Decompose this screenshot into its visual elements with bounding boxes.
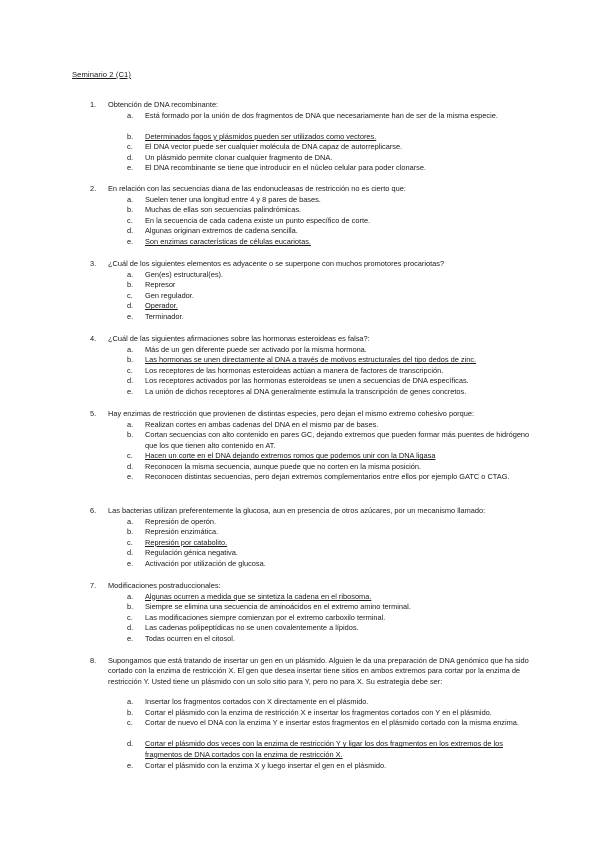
option-letter: e.: [127, 760, 134, 770]
option-letter: d.: [127, 623, 134, 633]
option-letter: e.: [127, 386, 134, 396]
option-c: [0, 216, 600, 227]
option-letter: e.: [127, 472, 134, 482]
question-text: ¿Cuál de las siguientes afirmaciones sobre las hormonas esteroideas es falsa?:: [108, 334, 370, 343]
option-text-correct: Cortar el plásmido dos veces con la enzima de restricción Y y ligar los dos fragmentos en los extremos de los fragmentos de DNA cortados con la enzima de restricción X.: [145, 739, 503, 759]
option-text: Siempre se elimina una secuencia de aminoácidos en el extremo amino terminal.: [145, 602, 411, 612]
option-letter: c.: [127, 612, 133, 622]
options-list-1: [0, 111, 600, 175]
option-b: [0, 132, 600, 143]
option-a: [0, 111, 600, 132]
option-text: Activación por utilización de glucosa.: [145, 558, 266, 568]
option-letter: b.: [127, 205, 134, 215]
question-text: Las bacterias utilizan preferentemente la glucosa, aun en presencia de otros azúcares, por un mecanismo llamado:: [108, 506, 486, 515]
option-text: Represión enzimática.: [145, 527, 219, 537]
option-d: [0, 548, 600, 559]
option-text: Represión de operón.: [145, 516, 217, 526]
option-text: Los receptores activados por las hormonas esteroideas se unen a secuencias de DNA específicas.: [145, 376, 469, 386]
option-c: [0, 291, 600, 302]
option-text-correct: Operador.: [145, 301, 178, 311]
question-number: 3.: [90, 259, 97, 268]
option-text: Reconocen la misma secuencia, aunque puede que no corten en la misma posición.: [145, 461, 422, 471]
option-text-correct: Las hormonas se unen directamente al DNA a través de motivos estructurales del tipo dedos de zinc.: [145, 355, 477, 365]
option-text: Muchas de ellas son secuencias palindrómicas.: [145, 205, 302, 215]
option-c: [0, 538, 600, 549]
option-letter: d.: [127, 461, 134, 471]
option-b: [0, 280, 600, 291]
question-number: 8.: [90, 656, 97, 665]
question-text: ¿Cuál de los siguientes elementos es adyacente o se superpone con muchos promotores procariotas?: [108, 259, 445, 268]
option-d: [0, 462, 600, 473]
option-text: Cortar el plásmido con la enzima de restricción X e insertar los fragmentos cortados con Y en el plásmido.: [145, 707, 492, 717]
options-list-2: [0, 195, 600, 248]
option-letter: c.: [127, 290, 133, 300]
option-letter: c.: [127, 215, 133, 225]
option-letter: a.: [127, 697, 134, 706]
option-text: Represor: [145, 280, 176, 290]
option-c: [0, 142, 600, 153]
option-b: [0, 430, 600, 451]
option-text: Insertar los fragmentos cortados con X directamente en el plásmido.: [145, 697, 369, 706]
options-list-3: [0, 270, 600, 323]
option-text: Cortan secuencias con alto contenido en pares GC, dejando extremos que pueden formar más puentes de hidrógeno que los que tienen alto contenido en AT.: [145, 430, 530, 450]
option-text-correct: Represión por catabolito.: [145, 537, 228, 547]
option-text: Los receptores de las hormonas esteroideas actúan a manera de factores de transcripción.: [145, 365, 444, 375]
option-letter: e.: [127, 633, 134, 643]
option-letter: a.: [127, 194, 134, 204]
options-list-8: [0, 697, 600, 771]
option-b: [0, 355, 600, 366]
option-text: Las modificaciones siempre comienzan por el extremo carboxilo terminal.: [145, 612, 386, 622]
option-letter: b.: [127, 707, 134, 717]
option-e: [0, 634, 600, 645]
option-d: [0, 623, 600, 634]
option-letter: c.: [127, 451, 133, 461]
option-a: [0, 345, 600, 356]
option-text: Regulación génica negativa.: [145, 548, 238, 558]
option-text: Reconocen distintas secuencias, pero dejan extremos complementarios entre ellos por ejemplo GATC o CTAG.: [145, 472, 510, 482]
option-text: Un plásmido permite clonar cualquier fragmento de DNA.: [145, 152, 333, 162]
option-a: [0, 270, 600, 281]
option-letter: a.: [127, 591, 134, 601]
option-letter: b.: [127, 527, 134, 537]
option-letter: b.: [127, 602, 134, 612]
question-number: 1.: [90, 100, 97, 109]
option-c: [0, 366, 600, 377]
page-title: Seminario 2 (C1): [72, 70, 131, 79]
option-letter: e.: [127, 163, 134, 173]
option-text: Todas ocurren en el citosol.: [145, 633, 235, 643]
option-letter: a.: [127, 110, 134, 120]
option-a: [0, 420, 600, 431]
option-letter: e.: [127, 558, 134, 568]
option-a: [0, 697, 600, 708]
option-text: Terminador.: [145, 311, 184, 321]
option-letter: d.: [127, 376, 134, 386]
option-text: Está formado por la unión de dos fragmentos de DNA que necesariamente han de ser de la misma especie.: [145, 110, 498, 120]
option-letter: a.: [127, 344, 134, 354]
option-e: [0, 761, 600, 772]
option-letter: b.: [127, 280, 134, 290]
option-b: [0, 527, 600, 538]
option-a: [0, 592, 600, 603]
option-e: [0, 472, 600, 493]
option-text: Gen regulador.: [145, 290, 194, 300]
option-letter: c.: [127, 537, 133, 547]
option-b: [0, 708, 600, 719]
question-text: Obtención de DNA recombinante:: [108, 100, 219, 109]
option-letter: a.: [127, 419, 134, 429]
option-text: Algunas originan extremos de cadena sencilla.: [145, 226, 298, 236]
option-e: [0, 163, 600, 174]
option-b: [0, 205, 600, 216]
options-list-5: [0, 420, 600, 494]
option-letter: a.: [127, 516, 134, 526]
options-list-6: [0, 517, 600, 570]
option-letter: b.: [127, 131, 134, 141]
options-list-4: [0, 345, 600, 398]
option-text: Gen(es) estructural(es).: [145, 269, 224, 279]
option-letter: c.: [127, 718, 133, 728]
option-c: [0, 718, 600, 739]
option-letter: e.: [127, 236, 134, 246]
option-text-correct: Algunas ocurren a medida que se sintetiza la cadena en el ribosoma.: [145, 591, 372, 601]
option-c: [0, 613, 600, 624]
option-b: [0, 602, 600, 613]
option-text: El DNA vector puede ser cualquier molécula de DNA capaz de autorreplicarse.: [145, 142, 403, 152]
question-number: 7.: [90, 581, 97, 590]
option-c: [0, 451, 600, 462]
option-letter: d.: [127, 226, 134, 236]
option-letter: b.: [127, 355, 134, 365]
question-number: 2.: [90, 184, 97, 193]
question-text: Modificaciones postraduccionales:: [108, 581, 221, 590]
option-letter: b.: [127, 430, 134, 440]
option-text-correct: Hacen un corte en el DNA dejando extremos romos que podemos unir con la DNA ligasa: [145, 451, 436, 461]
option-letter: d.: [127, 548, 134, 558]
option-d: [0, 226, 600, 237]
question-number: 6.: [90, 506, 97, 515]
option-a: [0, 195, 600, 206]
option-text: Más de un gen diferente puede ser activado por la misma hormona.: [145, 344, 367, 354]
option-e: [0, 237, 600, 248]
option-text: El DNA recombinante se tiene que introducir en el núcleo celular para poder clonarse.: [145, 163, 427, 173]
option-text-correct: Son enzimas características de células eucariotas.: [145, 236, 311, 246]
option-e: [0, 387, 600, 398]
option-text: En la secuencia de cada cadena existe un punto específico de corte.: [145, 215, 371, 225]
option-text: Cortar el plásmido con la enzima X y luego insertar el gen en el plásmido.: [145, 760, 387, 770]
question-text: En relación con las secuencias diana de las endonucleasas de restricción no es cierto que:: [108, 184, 406, 193]
option-text: La unión de dichos receptores al DNA generalmente estimula la transcripción de genes concretos.: [145, 386, 467, 396]
option-letter: d.: [127, 739, 134, 749]
option-letter: e.: [127, 311, 134, 321]
option-d: [0, 301, 600, 312]
option-letter: d.: [127, 301, 134, 311]
question-text: Hay enzimas de restricción que provienen de distintas especies, pero dejan el mismo extremo cohesivo porque:: [108, 409, 475, 418]
option-letter: c.: [127, 365, 133, 375]
option-d: [0, 153, 600, 164]
option-text: Cortar de nuevo el DNA con la enzima Y e insertar estos fragmentos en el plásmido cortado con la misma enzima.: [145, 718, 519, 728]
option-a: [0, 517, 600, 528]
question-number: 4.: [90, 334, 97, 343]
option-letter: d.: [127, 152, 134, 162]
options-list-7: [0, 592, 600, 645]
option-e: [0, 312, 600, 323]
option-e: [0, 559, 600, 570]
option-text: Suelen tener una longitud entre 4 y 8 pares de bases.: [145, 194, 321, 204]
option-text-correct: Determinados fagos y plásmidos pueden ser utilizados como vectores.: [145, 131, 377, 141]
question-text: Supongamos que está tratando de insertar un gen en un plásmido. Alguien le da una preparación de DNA genómico que ha sido cortado con la enzima de restricción X. El gen que desea insertar tiene sitios en ambos extremos para cortar por la enzima de restricción Y. Usted tiene un plásmido con un solo sitio para Y, pero no para X. Su estrategia debe ser:: [108, 656, 529, 686]
option-d: [0, 739, 600, 760]
option-text: Las cadenas polipeptídicas no se unen covalentemente a lípidos.: [145, 623, 359, 633]
option-letter: a.: [127, 269, 134, 279]
option-text: Realizan cortes en ambas cadenas del DNA en el mismo par de bases.: [145, 419, 379, 429]
question-number: 5.: [90, 409, 97, 418]
option-letter: c.: [127, 142, 133, 152]
option-d: [0, 376, 600, 387]
